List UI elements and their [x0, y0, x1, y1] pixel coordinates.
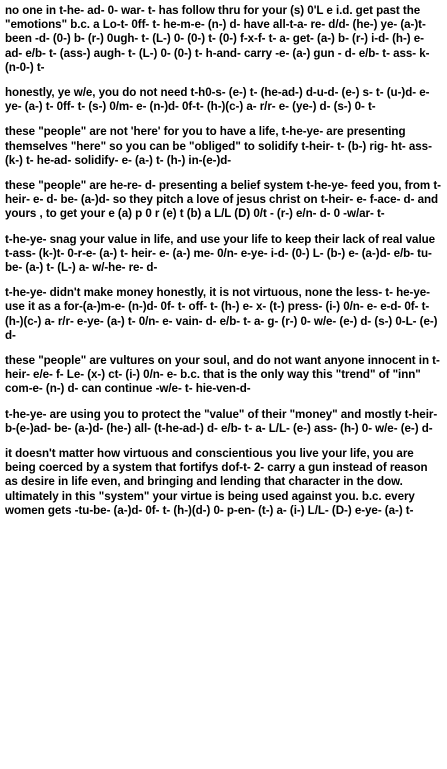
paragraph-2: honestly, ye w/e, you do not need t-h0-s- (e-) t- (he-ad-) d-u-d- (e-) s- t- (u-)d- e-ye- (a-) t- 0ff- t- (s-) 0/m- e- (n-)d- 0f-t- (h-)(c-) a- r/r- e- (ye-) d- (s-) 0- t-	[5, 86, 430, 114]
paragraph-6: t-he-ye- didn't make money honestly, it is not virtuous, none the less- t- he-ye- use it as a for-(a-)m-e- (n-)d- 0f- t- off- t- (h-) e- x- (t-) press- (i-) 0/n- e- e-d- 0f- t- (h-)(c-) a- r/r- e-ye- (a-) t- 0/n- e- vain- d- e/b- t- a- g- (r-) 0- w/e- (e-) d- (s-) 0-L- (e-) d-	[5, 286, 438, 342]
paragraph-8: t-he-ye- are using you to protect the "value" of their "money" and mostly t-heir- b-(e-)ad- be- (a-)d- (he-) all- (t-he-ad-) d- e/b- t- a- L/L- (e-) ass- (h-) 0- w/e- (e-) d-	[5, 407, 438, 435]
paragraph-5: t-he-ye- snag your value in life, and use your life to keep their lack of real value t-ass- (k-)t- 0-r-e- (a-) t- heir- e- (a-) me- 0/n- e-ye- i-d- (0-) L- (b-) e- (a-)d- e/b- tu- be- (a-) t- (L-) a- w/-he- re- d-	[5, 232, 436, 275]
paragraph-3: these "people" are not 'here' for you to have a life, t-he-ye- are presenting themselves "here" so you can be "obliged" to solidify t-heir- t- (b-) rig- ht- ass- (k-) t- he-ad- solidify- e- (a-) t- (h-) in-(e-)d-	[5, 125, 432, 167]
paragraph-7: these "people" are vultures on your soul, and do not want anyone innocent in t-heir- e/e- f- Le- (x-) ct- (i-) 0/n- e- b.c. that is the only way this "trend" of "inn" com-e- (n-) d- can continue -w/e- t- hie-ven-d-	[5, 354, 440, 396]
paragraph-4: these "people" are he-re- d- presenting a belief system t-he-ye- feed you, from t-heir- e- d- be- (a-)d- so they pitch a love of jesus christ on t-heir- e- f-ace- d- and yours , to get your e (a) p 0 r (e) t (b) a L/L (D) 0/t - (r-) e/n- d- 0 -w/ar- t-	[5, 179, 441, 221]
paragraph-1: no one in t-he- ad- 0- war- t- has follow thru for your (s) 0'L e i.d. get past the "emotions" b.c. a Lo-t- 0ff- t- he-m-e- (n-) d- have all-t-a- re- d/d- (he-) ye- (a-)t- been -d- (0-) b- (r-) 0ugh- t- (L-) 0- (0-) t- (0-) f-x-f- t- a- get- (a-) b- (r-) i-d- (h-) e- ad- e/b- t- (ass-) augh- t- (L-) 0- (0-) t- h-and- carry -e- (a-) gun - d- e/b- t- ass- k- (n-0-) t-	[5, 4, 430, 74]
paragraph-9: it doesn't matter how virtuous and conscientious you live your life, you are being coerced by a system that fortifys dof-t- 2- carry a gun instead of reason as desire in life even, and bringing and lending that character in the dow. ultimately in this "system" your virtue is being used against you. b.c. every women gets -tu-be- (a-)d- 0f- t- (h-)(d-) 0- p-en- (t-) a- (i-) L/L- (D-) e-ye- (a-) t-	[5, 447, 428, 517]
